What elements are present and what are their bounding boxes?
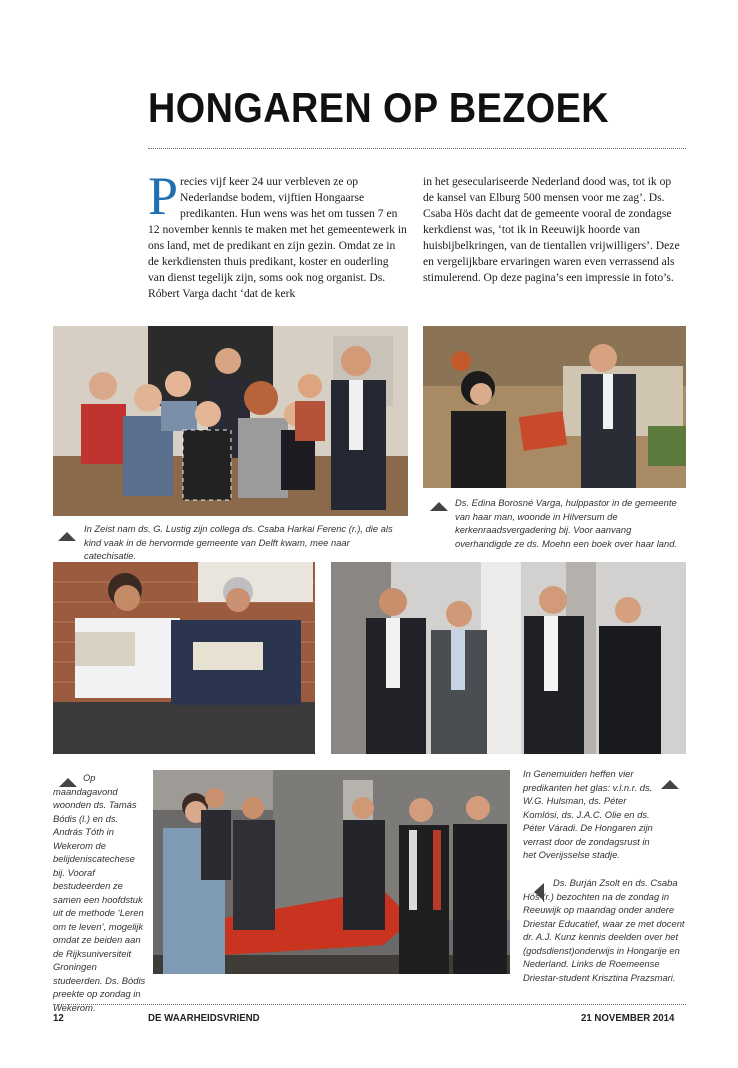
- photo-genemuiden: [331, 562, 686, 754]
- publication-name: DE WAARHEIDSVRIEND: [148, 1012, 260, 1024]
- issue-date: 21 NOVEMBER 2014: [581, 1012, 675, 1024]
- triangle-up-icon: [58, 532, 76, 541]
- article-column-2: in het geseculariseerde Nederland dood was, tot ik op de kansel van Elburg 500 mensen voor me zag’. Ds. Csaba Hös dacht dat de gemeente vooral de zondagse kerkdienst was, ‘tot ik in Reeuwijk hoorde van huisbijbelkringen, van de tientallen vrijwilligers’. Deze en vergelijkbare ervaringen waren even verrassend als stimulerend. Op deze pagina’s een impressie in foto’s.: [423, 175, 680, 284]
- photo-reeuwijk: [153, 770, 510, 974]
- caption-reeuwijk: Ds. Burján Zsolt en ds. Csaba Hös (r.) bezochten na de zondag in Reeuwijk op maandag onder andere Driestar Educatief, waar ze met docent dr. A.J. Kunz kennis deelden over het (godsdienst)onderwijs in Hongarije en Nederland. Links de Roemeense Driestar-student Krisztina Prazsmari.: [523, 877, 685, 983]
- article-column-1: [148, 166, 408, 302]
- caption-hilversum: Ds. Edina Borosné Varga, hulppastor in de gemeente van haar man, woonde in Hilversum de kerkenraadsvergadering bij. Voor aanvang overhandigde ze ds. Moehn een boek over haar land.: [455, 497, 678, 549]
- photo-hilversum: [423, 326, 686, 488]
- triangle-up-icon: [430, 502, 448, 511]
- drop-cap: P: [148, 166, 179, 226]
- page-number: 12: [53, 1012, 64, 1024]
- caption-wekerom: Op maandagavond woonden ds. Tamás Bódis (l.) en ds. András Tóth in Wekerom de belijdeniscatechese bij. Vooraf bestudeerden ze samen een hoofdstuk uit de methode ‘Leren om te leven’, mogelijk omdat ze beiden aan de Rijksuniversiteit Groningen studeerden. Ds. Bódis preekte op zondag in Wekerom.: [53, 772, 146, 1013]
- title-divider: [148, 148, 686, 149]
- footer-divider: [53, 1004, 686, 1005]
- column-1-text: recies vijf keer 24 uur verbleven ze op Nederlandse bodem, vijftien Hongaarse predikanten. Hun wens was het om tussen 7 en 12 november kennis te maken met het gemeentewerk in ons land, met de predikant en zijn gezin. Omdat ze in de kerkdiensten thuis predikant, koster en ouderling van dienst tegelijk zijn, soms ook nog organist. Ds. Róbert Varga dacht ‘dat de kerk: [148, 175, 407, 300]
- caption-genemuiden: In Genemuiden heffen vier predikanten het glas: v.l.n.r. ds. W.G. Hulsman, ds. Péter Komlósi, ds. J.A.C. Olie en ds. Péter Váradi. De Hongaren zijn verrast door de zondagsrust in het Overijsselse stadje.: [523, 768, 653, 860]
- photo-zeist: [53, 326, 408, 516]
- photo-wekerom: [53, 562, 315, 754]
- triangle-up-icon: [661, 780, 679, 789]
- page-title: HONGAREN OP BEZOEK: [148, 84, 610, 131]
- caption-zeist: In Zeist nam ds. G. Lustig zijn collega ds. Csaba Harkai Ferenc (r.), die als kind vaak in de hervormde gemeente van Delft kwam, mee naar catechisatie.: [84, 523, 393, 561]
